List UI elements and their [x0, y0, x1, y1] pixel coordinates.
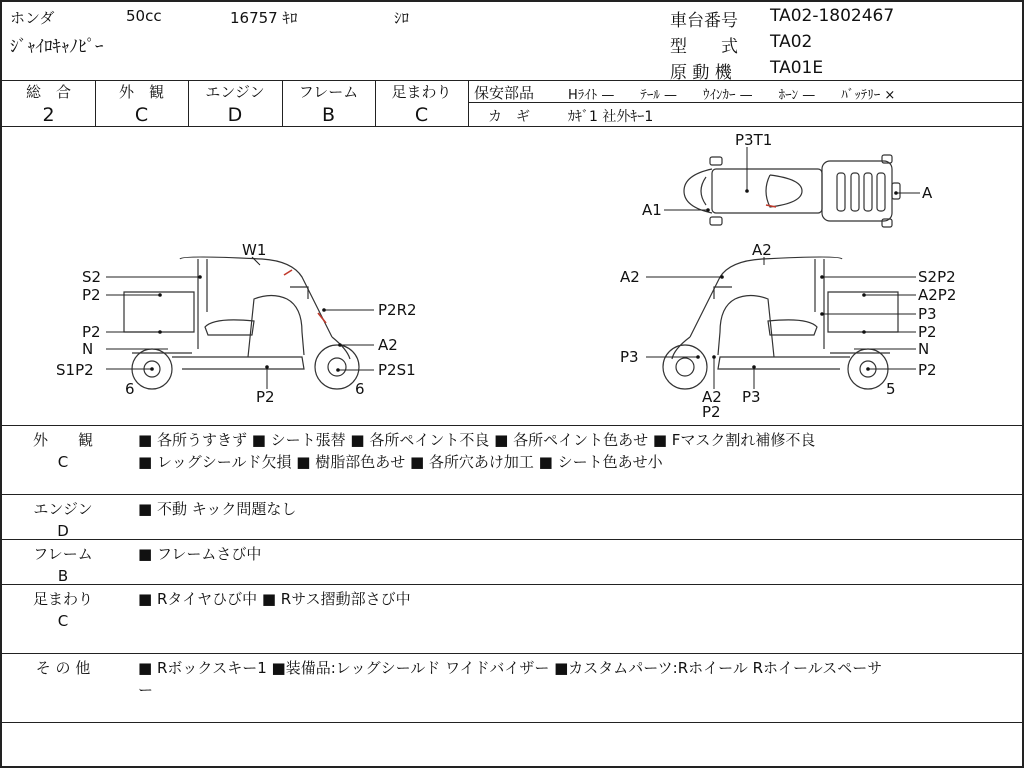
grade-exterior: [95, 81, 188, 127]
label-p2: P2: [702, 403, 721, 421]
section-grade: B: [57, 567, 69, 585]
grade-value: 2: [42, 104, 55, 126]
key-label: カ ギ: [488, 109, 530, 125]
section-title: 外 観: [32, 431, 93, 449]
label-5: 5: [886, 380, 896, 398]
section-title: そ の 他: [35, 659, 91, 677]
section-grade: D: [57, 522, 69, 540]
divider: [2, 584, 1022, 585]
label-6: 6: [125, 380, 135, 398]
label-p2r2: P2R2: [378, 301, 417, 319]
label-a2: A2: [702, 388, 722, 406]
grade-suspension: [375, 81, 468, 127]
label-s1p2: S1P2: [56, 361, 94, 379]
engine-model-value: TA01E: [770, 58, 824, 78]
label-s2p2: S2P2: [918, 268, 956, 286]
divider: [2, 722, 1022, 723]
model-name: ｼﾞｬｲﾛｷｬﾉﾋﾟｰ: [10, 37, 104, 57]
label-p2: P2: [918, 361, 937, 379]
label-w1: W1: [242, 241, 267, 259]
grade-frame: [282, 81, 375, 127]
suspension-notes: [138, 588, 1008, 610]
frame-section-title: [24, 543, 102, 587]
grade-value: D: [227, 104, 243, 126]
chassis-value: TA02-1802467: [770, 6, 895, 26]
grade-label: 足まわり: [391, 83, 452, 101]
label-s2: S2: [82, 268, 102, 286]
label-p3: P3: [742, 388, 761, 406]
label-a2: A2: [620, 268, 640, 286]
label-p3: P3: [918, 305, 937, 323]
displacement: 50cc: [126, 7, 162, 25]
key-value: ｶｷﾞ1 社外ｷｰ1: [568, 109, 654, 125]
note-line: ■ フレームさび中: [138, 545, 262, 563]
note-line: ■ 不動 キック問題なし: [138, 500, 297, 518]
label-p2: P2: [918, 323, 937, 341]
label-p2: P2: [82, 286, 101, 304]
note-line: ■ 各所うすきず ■ シート張替 ■ 各所ペイント不良 ■ 各所ペイント色あせ ■ Fマスク割れ補修不良: [138, 431, 816, 449]
label-p3t1: P3T1: [735, 131, 773, 149]
divider: [2, 425, 1022, 426]
grade-value: B: [321, 104, 336, 126]
label-6: 6: [355, 380, 365, 398]
chassis-label: 車台番号: [670, 11, 738, 31]
label-a2p2: A2P2: [918, 286, 957, 304]
note-line: ■ Rタイヤひび中 ■ Rサス摺動部さび中: [138, 590, 411, 608]
label-a2: A2: [378, 336, 398, 354]
label-p2: P2: [256, 388, 275, 406]
vehicle-damage-diagram: [2, 127, 1022, 425]
divider: [468, 80, 469, 126]
exterior-section-title: [24, 429, 102, 473]
label-n: N: [82, 340, 94, 358]
frame-notes: [138, 543, 1008, 565]
type-label: 型 式: [670, 37, 738, 57]
label-a: A: [922, 184, 933, 202]
grade-engine: [188, 81, 282, 127]
suspension-section-title: [24, 588, 102, 632]
mileage: 16757 ｷﾛ: [230, 9, 298, 27]
exterior-notes: [138, 429, 1008, 473]
label-p2: P2: [82, 323, 101, 341]
grade-label: 総 合: [25, 83, 71, 101]
section-title: エンジン: [33, 500, 93, 518]
other-section-title: [24, 657, 102, 679]
top-view-diagram: [684, 155, 900, 227]
label-p3: P3: [620, 348, 639, 366]
note-line: ■ Rボックスキー1 ■装備品:レッグシールド ワイドバイザー ■カスタムパーツ:Rホイール Rホイールスペーサ: [138, 659, 883, 677]
label-a2: A2: [752, 241, 772, 259]
divider: [2, 494, 1022, 495]
section-grade: C: [57, 612, 69, 630]
label-n: N: [918, 340, 930, 358]
note-line: ー: [138, 681, 154, 699]
divider: [2, 539, 1022, 540]
divider: [2, 653, 1022, 654]
section-title: 足まわり: [32, 590, 93, 608]
type-value: TA02: [770, 32, 813, 52]
grade-label: フレーム: [298, 83, 359, 101]
other-notes: [138, 657, 1008, 701]
note-line: ■ レッグシールド欠損 ■ 樹脂部色あせ ■ 各所穴あけ加工 ■ シート色あせ小: [138, 453, 663, 471]
safety-items: Hﾗｲﾄ — ﾃｰﾙ — ｳｲﾝｶｰ — ﾎｰﾝ — ﾊﾞｯﾃﾘｰ ×: [568, 88, 896, 103]
grade-overall: [2, 81, 95, 127]
section-grade: C: [57, 453, 69, 471]
engine-section-title: [24, 498, 102, 542]
label-p2s1: P2S1: [378, 361, 416, 379]
grade-label: 外 観: [118, 83, 164, 101]
engine-model-label: 原 動 機: [670, 63, 732, 83]
label-a1: A1: [642, 201, 662, 219]
body-color: ｼﾛ: [394, 9, 410, 27]
engine-notes: [138, 498, 1008, 520]
grade-value: C: [414, 104, 429, 126]
section-title: フレーム: [33, 545, 93, 563]
grade-value: C: [134, 104, 149, 126]
safety-title: 保安部品: [474, 84, 535, 102]
maker: ホンダ: [10, 9, 55, 27]
grade-label: エンジン: [205, 83, 265, 101]
